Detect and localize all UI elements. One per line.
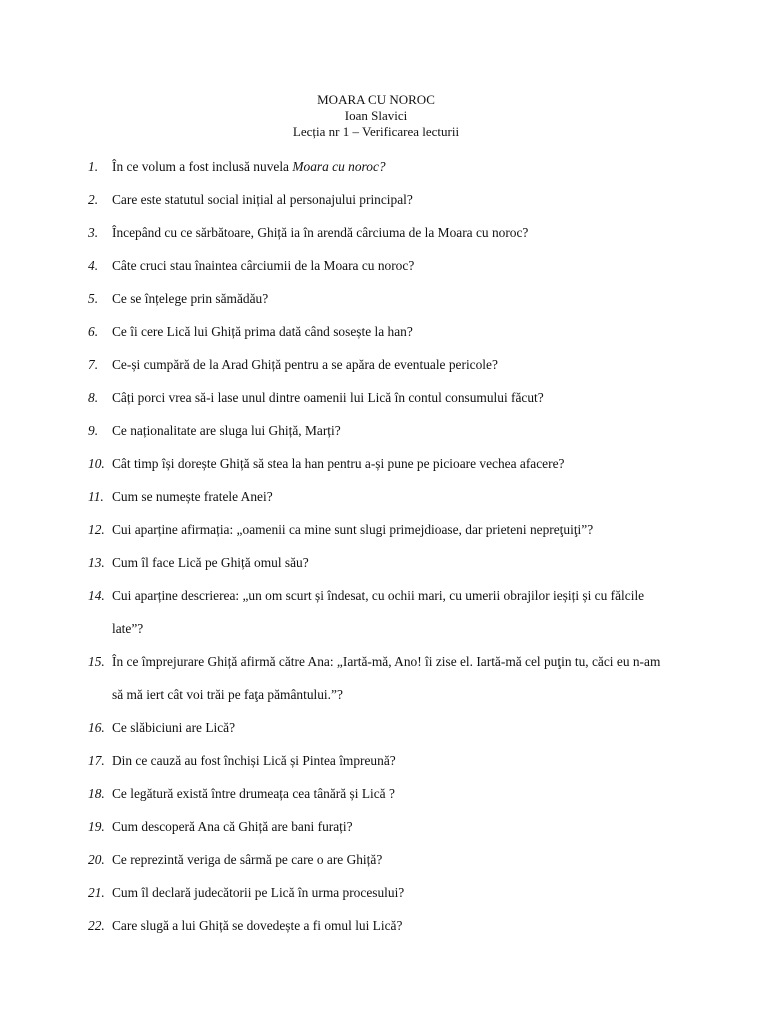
question-item bbox=[88, 711, 668, 744]
question-item bbox=[88, 348, 668, 381]
question-text: Începând cu ce sărbătoare, Ghiță ia în arendă cârciuma de la Moara cu noroc? bbox=[112, 225, 529, 240]
question-text: Cui aparține afirmația: „oamenii ca mine sunt slugi primejdioase, dar prieteni nepreţuiţi”? bbox=[112, 522, 594, 537]
question-number: 9. bbox=[88, 423, 99, 438]
question-number: 19. bbox=[88, 819, 105, 834]
question-number: 21. bbox=[88, 885, 105, 900]
document-author: Ioan Slavici bbox=[344, 108, 408, 123]
question-number: 13. bbox=[88, 555, 105, 570]
question-item bbox=[88, 315, 668, 348]
question-number: 2. bbox=[88, 192, 99, 207]
question-item bbox=[88, 216, 668, 249]
question-number: 22. bbox=[88, 918, 105, 933]
question-list bbox=[88, 150, 668, 942]
question-item bbox=[88, 876, 668, 909]
question-number: 6. bbox=[88, 324, 99, 339]
question-item bbox=[88, 909, 668, 942]
question-text: Ce reprezintă veriga de sârmă pe care o are Ghiță? bbox=[112, 852, 383, 867]
question-number: 1. bbox=[88, 159, 99, 174]
question-text: Cum îl face Lică pe Ghiță omul său? bbox=[112, 555, 309, 570]
question-item bbox=[88, 645, 668, 711]
document-title: MOARA CU NOROC bbox=[317, 92, 435, 107]
question-number: 8. bbox=[88, 390, 99, 405]
question-text: Ce îi cere Lică lui Ghiță prima dată când sosește la han? bbox=[112, 324, 413, 339]
question-number: 11. bbox=[88, 489, 104, 504]
question-text: Ce legătură există între drumeața cea tânără și Lică ? bbox=[112, 786, 395, 801]
question-text: Cui aparține descrierea: „un om scurt și îndesat, cu ochii mari, cu umerii obrajilor ieșiți și cu fălcile late”? bbox=[112, 588, 645, 636]
question-item bbox=[88, 810, 668, 843]
question-text: În ce volum a fost inclusă nuvela bbox=[112, 159, 293, 174]
question-item bbox=[88, 249, 668, 282]
question-text: Câte cruci stau înaintea cârciumii de la Moara cu noroc? bbox=[112, 258, 415, 273]
question-text: Ce naționalitate are sluga lui Ghiță, Marți? bbox=[112, 423, 341, 438]
question-number: 16. bbox=[88, 720, 105, 735]
question-italic-title: Moara cu noroc? bbox=[292, 159, 386, 174]
question-number: 20. bbox=[88, 852, 105, 867]
question-number: 7. bbox=[88, 357, 99, 372]
question-number: 15. bbox=[88, 654, 105, 669]
question-item bbox=[88, 843, 668, 876]
question-number: 18. bbox=[88, 786, 105, 801]
question-text: Cât timp își dorește Ghiță să stea la han pentru a-și pune pe picioare vechea afacere? bbox=[112, 456, 565, 471]
question-item bbox=[88, 183, 668, 216]
question-text: Care este statutul social inițial al personajului principal? bbox=[112, 192, 413, 207]
question-number: 4. bbox=[88, 258, 99, 273]
question-text: Din ce cauză au fost închiși Lică și Pintea împreună? bbox=[112, 753, 396, 768]
question-number: 3. bbox=[88, 225, 99, 240]
question-number: 12. bbox=[88, 522, 105, 537]
question-item bbox=[88, 777, 668, 810]
question-item bbox=[88, 414, 668, 447]
question-text: În ce împrejurare Ghiță afirmă către Ana: „Iartă-mă, Ano! îi zise el. Iartă-mă cel puţin tu, căci eu n-am să mă iert cât voi trăi pe faţa pământului.”? bbox=[112, 654, 661, 702]
document-lesson: Lecția nr 1 – Verificarea lecturii bbox=[292, 124, 460, 139]
question-text: Cum se numește fratele Anei? bbox=[112, 489, 273, 504]
question-item bbox=[88, 480, 668, 513]
question-item bbox=[88, 546, 668, 579]
question-number: 14. bbox=[88, 588, 105, 603]
question-text: Ce-și cumpără de la Arad Ghiță pentru a se apăra de eventuale pericole? bbox=[112, 357, 498, 372]
question-item bbox=[88, 447, 668, 480]
question-text: Câți porci vrea să-i lase unul dintre oamenii lui Lică în contul consumului făcut? bbox=[112, 390, 544, 405]
question-item bbox=[88, 513, 668, 546]
question-number: 10. bbox=[88, 456, 105, 471]
question-number: 17. bbox=[88, 753, 105, 768]
question-text: Cum descoperă Ana că Ghiță are bani furați? bbox=[112, 819, 353, 834]
question-text: Cum îl declară judecătorii pe Lică în urma procesului? bbox=[112, 885, 405, 900]
question-item bbox=[88, 744, 668, 777]
question-item bbox=[88, 282, 668, 315]
question-text: Ce slăbiciuni are Lică? bbox=[112, 720, 236, 735]
question-item bbox=[88, 579, 668, 645]
question-number: 5. bbox=[88, 291, 99, 306]
question-text: Ce se înțelege prin sămădău? bbox=[112, 291, 269, 306]
document-header bbox=[0, 92, 752, 140]
question-item bbox=[88, 150, 668, 183]
question-text: Care slugă a lui Ghiță se dovedește a fi omul lui Lică? bbox=[112, 918, 403, 933]
question-item bbox=[88, 381, 668, 414]
